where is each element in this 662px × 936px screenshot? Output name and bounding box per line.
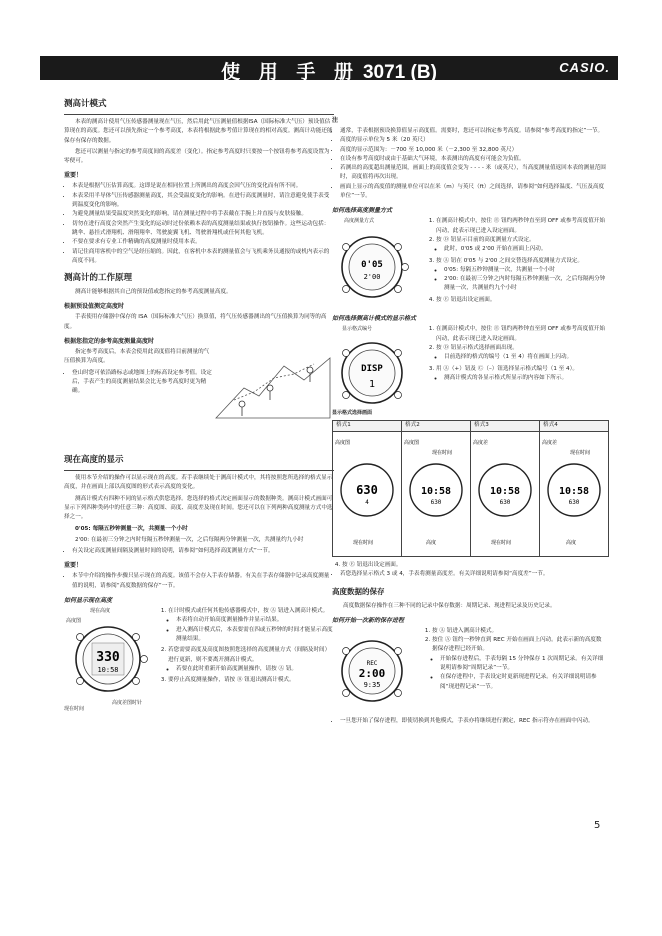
display-main: DISP	[361, 364, 383, 375]
list-item: • 为避免测量结果受温度突然变化的影响，请在测量过程中将手表戴在手腕上并直接与皮肤接触。	[72, 210, 334, 219]
callout-method: 高度测量方式	[344, 218, 375, 225]
table-row	[333, 431, 609, 556]
list-item: • 有关设定高度测量间隔及测量时间的说明，请参阅“如何选择高度测量方式”一节。	[72, 547, 334, 556]
sub-list	[436, 353, 606, 362]
step: 4. 按 Ⓔ 钮退出设定画面。	[342, 561, 608, 570]
procedure-row	[332, 627, 608, 717]
format4-watch	[540, 432, 608, 552]
paragraph: 本表的测高计使用气压传感器测量现在气压，然后用此气压测量值根据ISA（国际标准大气压）预设值估算现在的高度。您还可以预先指定一个参考高度，本表将根据此参考值计算现在的相对高度。测高计功能还能保存有保存的数据。	[64, 119, 333, 144]
list-item: ◦ 测高计模式的各显示格式所显示的内容如下所示。	[444, 374, 606, 383]
paragraph: 您还可以测量与指定的参考高度间的高度差（变化）。指定参考高度时只要按一个按钮将参考高度设置为零便可。	[64, 148, 330, 165]
format3-watch	[471, 432, 539, 552]
list-item: • 通常，手表根据预设换算值显示高度值。需要时，您还可以指定参考高度。请参阅“参考高度的指定”一节。	[340, 127, 608, 136]
display-sub: 630	[499, 498, 511, 506]
step	[436, 236, 606, 255]
label-bottom: 现在时间	[353, 539, 374, 546]
display-main: 10:58	[420, 485, 452, 497]
format-header: 格式2	[402, 421, 471, 431]
list-item: ◦ 本表将自动开始高度测量操作并显示结果。	[176, 616, 334, 625]
format-header: 格式3	[471, 421, 540, 431]
label-bottom: 高度	[426, 539, 437, 546]
list	[332, 570, 608, 579]
paragraph: 使用本节介绍的操作可以显示现在的高度。若手表继续处于测高计模式中，其将按照您所选择的格式显示高度，并在画面上部以高度图的形式表示高度的变化。	[64, 475, 333, 491]
sub-list	[436, 266, 606, 294]
label-top2: 现在时间	[570, 449, 591, 456]
subheading: 根据您指定的参考高度测量高度时	[64, 338, 155, 346]
watch-figure	[332, 217, 412, 309]
label-top: 高度图	[335, 439, 351, 446]
procedure-row	[64, 607, 334, 711]
format-cell	[540, 431, 609, 556]
sub-list	[436, 374, 606, 383]
step-text: 按 Ⓓ 钮显示格式选择画面出现。	[436, 344, 518, 351]
display-time: 10:58	[97, 666, 119, 675]
left-column	[64, 98, 334, 711]
list-item: ◦ 进入测高计模式后，本表要需在四或五秒钟的时间才能显示高度测量结果。	[176, 626, 334, 645]
section-title: 测高计的工作原理	[64, 273, 133, 284]
format-cell	[333, 431, 402, 556]
sub-list	[432, 655, 606, 692]
step-text: 按住 Ⓐ 钮约一秒钟直到 REC 开始在画面上闪动。此表示新的高度数据保存进程已经开始。	[432, 637, 602, 653]
subheading: 根据预设值测定高度时	[64, 303, 125, 311]
step	[168, 646, 334, 674]
step: 1. 在测高计模式中，按住 Ⓔ 钮约两秒钟直至到 OFF 或参考高度值开始闪动，此表示现已进入设定画面。	[436, 325, 606, 344]
callout-altitude-diff: 高度差图时针	[112, 700, 143, 707]
list	[64, 572, 334, 591]
format2-watch	[402, 432, 470, 552]
list-item: ◦ 0'05: 每隔五秒钟测量一次，共测量一个小时	[444, 266, 606, 275]
mountain-row	[64, 348, 334, 420]
rec-indicator: REC	[366, 659, 378, 667]
list-item: • 若您选择显示格式 3 或 4，手表将测量高度差。有关详细说明请参阅“高度差”一节。	[340, 570, 608, 579]
format1-watch	[333, 432, 401, 552]
step-text: 若您需要高度及高度图按照您选择的高度测量方式（间隔及时间）进行更新，则不要离开测高计模式。	[168, 647, 331, 663]
list-item: • 登山时您可依沿路标志或地图上的标高设定参考值。设定后，手表产生的高度测量结果会比无参考高度时更为精确。	[72, 369, 214, 397]
table-header-row	[333, 421, 609, 431]
label-top2: 现在时间	[432, 449, 453, 456]
section-title: 现在高度的显示	[64, 455, 124, 466]
list	[332, 717, 608, 726]
sub-list	[168, 665, 334, 674]
list-item: • 在设有参考高度时或由于基础大气环境，本表测出的高度有可能会为负值。	[340, 155, 608, 164]
list-item: • 若测出的高度超出测量范围，画面上的高度值会变为 - - - - 米（或英尺），当高度测量值返回本表的测量范围时，高度值将再次出现。	[340, 164, 608, 183]
list-item: • 请记住商用客机中的空气是经压缩的。因此，在客机中本表的测量值会与飞机乘务员通报的或机内表示的高度不同。	[72, 248, 334, 267]
steps-list	[426, 325, 606, 383]
watch-illustration	[332, 217, 412, 309]
step-text: 用 Ⓐ（+）钮及 Ⓒ（–）钮选择显示格式编号（1 至 4）。	[436, 365, 578, 372]
list-item: • 本表采用半导体气压传感器测量高度，其会受温度变化的影响。在进行高度测量时，请注意避免使手表受到温度变化的影响。	[72, 192, 334, 211]
step: 1. 在测高计模式中，按住 Ⓔ 钮约两秒钟直至到 OFF 或参考高度值开始闪动，此表示现已进入设定画面。	[436, 217, 606, 236]
display-main: 0'05	[361, 260, 383, 271]
steps-list	[158, 607, 334, 685]
step: 1. 按 Ⓐ 钮进入测高计模式。	[432, 627, 606, 636]
sub-list	[436, 245, 606, 254]
steps-list	[332, 561, 608, 570]
header-band	[40, 56, 618, 83]
step-text: 在计时模式或任何其他传感器模式中，按 Ⓐ 钮进入测高计模式。	[168, 608, 329, 615]
list-item: • 一旦您开始了保存进程，即使切换到其他模式，手表亦将继续进行测定，REC 指示符亦在画面中闪动。	[340, 717, 608, 726]
section-title: 测高计模式	[64, 99, 107, 109]
list-item: ◦ 目前选择的格式的编号（1 至 4）将在画面上闪动。	[444, 353, 606, 362]
list-item: • 画面上显示的高度值的测量单位可以在米（m）与英尺（ft）之间选择，请参阅“如何选择温度、气压及高度单位”一节。	[340, 183, 608, 202]
display-sub: 9:35	[363, 680, 381, 689]
brand-logo: CASIO.	[559, 60, 610, 75]
format-table	[332, 420, 609, 557]
display-sub: 4	[365, 498, 369, 506]
watch-illustration	[332, 325, 412, 417]
sub-list	[168, 616, 334, 644]
steps-list	[422, 627, 606, 692]
display-main: 630	[356, 482, 378, 497]
list-item: • 本表是根据气压估算高度。这即是说在相同位置上所测出的高度会因气压的变化而有所不同。	[72, 182, 334, 191]
format-header: 格式4	[540, 421, 609, 431]
mode-0-05: 0'05: 每隔五秒钟测量一次，共测量一个小时	[75, 525, 188, 532]
step	[436, 257, 606, 294]
step: 4. 按 Ⓔ 钮退出设定画面。	[436, 296, 606, 305]
callout-format-number: 显示格式编号	[342, 326, 373, 333]
paragraph: 测高计能够根据其自己的预设值或您指定的参考高度测量高度。	[75, 289, 232, 296]
list-item: • 高度的显示单位为 5 米（20 英尺）	[340, 136, 608, 145]
callout-current-altitude: 现在高度	[90, 608, 111, 615]
list-item: ◦ 2'00: 在最初三分钟之内时每隔五秒钟测量一次，之后每隔两分钟测量一次，共测量约九个小时	[444, 275, 606, 294]
list-item: • 高度的显示范围为：－700 至 10,000 米（－2,300 至 32,800 英尺）	[340, 146, 608, 155]
step	[436, 344, 606, 363]
important-heading: 重要！	[64, 562, 83, 570]
display-sub: 630	[568, 498, 580, 506]
step	[432, 636, 606, 692]
callout-current-time: 现在时间	[64, 706, 85, 713]
step	[436, 365, 606, 384]
procedure-row	[332, 325, 608, 417]
paragraph: 高度数据保存操作在三种不同的记录中保存数据：周期记录、现进程记录及历史记录。	[343, 602, 556, 609]
divider	[64, 470, 334, 471]
display-main: 2:00	[358, 666, 386, 680]
watch-figure	[332, 325, 412, 417]
display-main: 10:58	[558, 485, 590, 497]
step	[168, 607, 334, 644]
label-top: 高度图	[404, 439, 420, 446]
procedure-title: 如何选择高度测量方式	[332, 207, 393, 215]
caption: 显示格式选择画面	[332, 410, 373, 417]
label-top: 高度差	[473, 439, 489, 446]
format-cell	[471, 431, 540, 556]
watch-figure	[332, 627, 412, 717]
list-item: ◦ 在保存进程中，手表设定时更新现进程记录。有关详细说明请参阅“现进程记录”一节。	[440, 673, 606, 692]
format-header: 格式1	[333, 421, 402, 431]
section-title: 高度数据的保存	[332, 586, 385, 596]
list-item: ◦ 开始保存进程后，手表每隔 15 分钟保存 1 次周期记录。有关详细说明请参阅“周期记录”一节。	[440, 655, 606, 674]
procedure-title: 如何开始一次新的保存进程	[332, 616, 405, 624]
paragraph: 测高计模式有四种不同的显示格式供您选择。您选择的格式决定画面显示的数据种类。测高计模式画面可显示下列四种类码中的任意三种：高度图、高度、高度差及现在时间。您还可以在下列两种高度测量方式中选择之一。	[64, 495, 333, 521]
label-bottom: 高度	[566, 539, 577, 546]
page-number: 5	[594, 820, 601, 831]
paragraph: 指定参考高度后，本表会使用此高度值将目前测量的气压值换算为高度。	[64, 349, 210, 365]
procedure-title: 如何显示现在高度	[64, 597, 113, 605]
title-text: 使 用 手 册	[221, 61, 359, 83]
important-list	[64, 182, 334, 266]
note-list	[332, 127, 608, 201]
display-sub: 630	[430, 498, 442, 506]
list-item: ◦ 若要在此时重新开始高度测量操作，请按 Ⓐ 钮。	[176, 665, 334, 674]
callout-altitude-graph: 高度图	[66, 618, 82, 625]
watch-figure	[64, 607, 152, 711]
note-heading: 注	[332, 117, 339, 124]
manual-title	[40, 57, 618, 84]
divider	[64, 114, 334, 115]
display-sub: 2'00	[363, 273, 381, 282]
mountain-hiker-illustration	[214, 348, 332, 420]
right-column	[332, 98, 608, 728]
steps-list	[426, 217, 606, 305]
list-item: • 切勿在进行高度会突然产生变化的运动时过份依赖本表的高度测量结果或执行按钮操作。这些运动包括：跳伞、悬挂式滑翔机、滑翔翔伞、驾驶旋翼飞机、驾驶滑翔机或任何其他飞机。	[72, 220, 334, 239]
model-number: 3071 (B)	[362, 62, 437, 83]
list-item: • 本节中介绍的操作步骤只显示现在的高度。该值不会存入手表存储器。有关在手表存储器中记录高度测量值的说明，请参阅“高度数据的保存”一节。	[72, 572, 334, 591]
mode-2-00: 2'00: 在最初三分钟之内时每隔五秒钟测量一次，之后每隔两分钟测量一次，共测量约九小时	[75, 536, 304, 543]
label-bottom: 现在时间	[491, 539, 512, 546]
watch-illustration	[332, 627, 412, 713]
important-heading: 重要！	[64, 172, 83, 180]
display-sub: 1	[368, 379, 376, 391]
paragraph: 手表使用存储器中保存的 ISA（国际标准大气压）换算值，将气压传感器测出的气压值换算为同等的高度。	[64, 314, 327, 330]
list	[64, 547, 334, 556]
step: 3. 要停止高度测量操作，请按 Ⓑ 钮退出测高计模式。	[168, 676, 334, 685]
display-main: 330	[96, 650, 120, 666]
step-text: 按 Ⓐ 钮在 0'05 与 2'00 之间交替选择高度测量方式设定。	[436, 257, 583, 264]
list	[64, 369, 214, 397]
label-top: 高度差	[542, 439, 558, 446]
step-text: 按 Ⓓ 钮显示目前的高度测量方式设定。	[436, 236, 535, 243]
list-item: ◦ 此时，0'05 或 2'00 开始在画面上闪动。	[444, 245, 606, 254]
format-cell	[402, 431, 471, 556]
display-main: 10:58	[489, 485, 521, 497]
procedure-title: 如何选择测高计模式的显示格式	[332, 315, 417, 323]
list-item: • 不要在要求有专业工作精确的高度测量时使用本表。	[72, 238, 334, 247]
procedure-row	[332, 217, 608, 309]
